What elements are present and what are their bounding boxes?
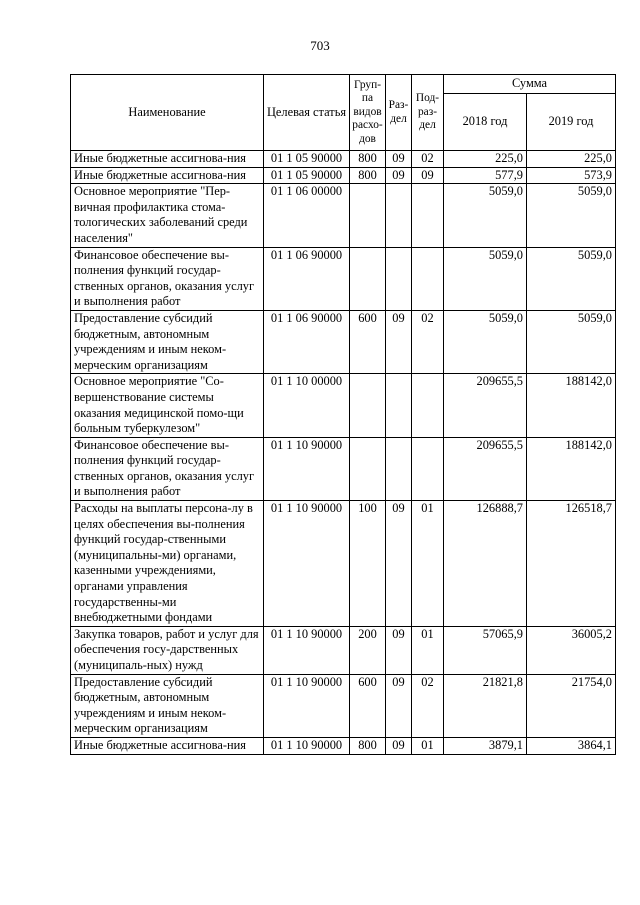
row-name: Основное мероприятие "Со-вершенствование системы оказания медицинской помо-щи больным туберкулезом" bbox=[71, 374, 264, 437]
row-sum-2018: 577,9 bbox=[444, 167, 527, 184]
row-sum-2018: 209655,5 bbox=[444, 374, 527, 437]
row-target-article: 01 1 06 90000 bbox=[264, 247, 350, 310]
budget-table bbox=[70, 74, 616, 755]
row-section bbox=[386, 374, 412, 437]
row-section: 09 bbox=[386, 310, 412, 373]
row-sum-2019: 5059,0 bbox=[527, 184, 616, 247]
row-sum-2018: 126888,7 bbox=[444, 501, 527, 627]
row-name: Предоставление субсидий бюджетным, автономным учреждениям и иным неком-мерческим организациям bbox=[71, 310, 264, 373]
row-section: 09 bbox=[386, 626, 412, 674]
row-sum-2019: 126518,7 bbox=[527, 501, 616, 627]
row-subsection: 01 bbox=[412, 626, 444, 674]
page-number: 703 bbox=[310, 38, 330, 53]
row-section: 09 bbox=[386, 674, 412, 737]
row-subsection: 01 bbox=[412, 737, 444, 754]
header-subsection: Под-раз-дел bbox=[412, 75, 444, 151]
row-subsection bbox=[412, 247, 444, 310]
row-subsection: 02 bbox=[412, 674, 444, 737]
row-expense-group bbox=[350, 184, 386, 247]
row-section bbox=[386, 184, 412, 247]
row-sum-2019: 188142,0 bbox=[527, 374, 616, 437]
row-target-article: 01 1 10 90000 bbox=[264, 737, 350, 754]
header-name: Наименование bbox=[71, 75, 264, 151]
row-name: Закупка товаров, работ и услуг для обеспечения госу-дарственных (муниципаль-ных) нужд bbox=[71, 626, 264, 674]
row-sum-2018: 225,0 bbox=[444, 151, 527, 168]
row-target-article: 01 1 06 90000 bbox=[264, 310, 350, 373]
row-subsection bbox=[412, 437, 444, 500]
row-target-article: 01 1 10 90000 bbox=[264, 437, 350, 500]
header-target-article: Целевая статья bbox=[264, 75, 350, 151]
table-row bbox=[71, 501, 616, 627]
row-subsection bbox=[412, 374, 444, 437]
row-name: Расходы на выплаты персона-лу в целях обеспечения вы-полнения функций государ-ственными (муниципальны-ми) органами, казенными учреждениями, органами управления государственны-ми внебюджетными фондами bbox=[71, 501, 264, 627]
row-target-article: 01 1 10 90000 bbox=[264, 501, 350, 627]
row-subsection: 09 bbox=[412, 167, 444, 184]
table-row bbox=[71, 247, 616, 310]
row-target-article: 01 1 05 90000 bbox=[264, 167, 350, 184]
row-target-article: 01 1 10 00000 bbox=[264, 374, 350, 437]
header-year-2018: 2018 год bbox=[444, 94, 527, 151]
header-year-2019: 2019 год bbox=[527, 94, 616, 151]
row-section: 09 bbox=[386, 501, 412, 627]
row-name: Финансовое обеспечение вы-полнения функций государ-ственных органов, оказания услуг и выполнения работ bbox=[71, 247, 264, 310]
row-sum-2019: 188142,0 bbox=[527, 437, 616, 500]
row-name: Иные бюджетные ассигнова-ния bbox=[71, 151, 264, 168]
row-expense-group: 600 bbox=[350, 674, 386, 737]
row-expense-group: 200 bbox=[350, 626, 386, 674]
row-sum-2019: 225,0 bbox=[527, 151, 616, 168]
row-subsection: 01 bbox=[412, 501, 444, 627]
row-section: 09 bbox=[386, 737, 412, 754]
row-name: Предоставление субсидий бюджетным, автономным учреждениям и иным неком-мерческим организациям bbox=[71, 674, 264, 737]
row-expense-group: 100 bbox=[350, 501, 386, 627]
row-section bbox=[386, 247, 412, 310]
row-section: 09 bbox=[386, 151, 412, 168]
row-sum-2019: 3864,1 bbox=[527, 737, 616, 754]
row-sum-2018: 5059,0 bbox=[444, 184, 527, 247]
row-sum-2019: 573,9 bbox=[527, 167, 616, 184]
row-sum-2019: 5059,0 bbox=[527, 310, 616, 373]
row-sum-2018: 5059,0 bbox=[444, 310, 527, 373]
row-section: 09 bbox=[386, 167, 412, 184]
table-row bbox=[71, 374, 616, 437]
row-sum-2018: 3879,1 bbox=[444, 737, 527, 754]
row-sum-2018: 5059,0 bbox=[444, 247, 527, 310]
table-row bbox=[71, 151, 616, 168]
row-sum-2018: 21821,8 bbox=[444, 674, 527, 737]
row-sum-2018: 209655,5 bbox=[444, 437, 527, 500]
row-subsection bbox=[412, 184, 444, 247]
row-expense-group: 800 bbox=[350, 151, 386, 168]
row-subsection: 02 bbox=[412, 151, 444, 168]
row-expense-group bbox=[350, 247, 386, 310]
row-target-article: 01 1 05 90000 bbox=[264, 151, 350, 168]
table-row bbox=[71, 674, 616, 737]
row-sum-2019: 5059,0 bbox=[527, 247, 616, 310]
header-expense-group: Груп-па видов расхо-дов bbox=[350, 75, 386, 151]
row-expense-group bbox=[350, 437, 386, 500]
row-target-article: 01 1 06 00000 bbox=[264, 184, 350, 247]
row-sum-2019: 21754,0 bbox=[527, 674, 616, 737]
row-section bbox=[386, 437, 412, 500]
table-row bbox=[71, 167, 616, 184]
table-body bbox=[71, 151, 616, 755]
row-name: Иные бюджетные ассигнова-ния bbox=[71, 167, 264, 184]
row-target-article: 01 1 10 90000 bbox=[264, 674, 350, 737]
row-name: Основное мероприятие "Пер-вичная профилактика стома-тологических заболеваний среди населения" bbox=[71, 184, 264, 247]
row-sum-2018: 57065,9 bbox=[444, 626, 527, 674]
row-expense-group: 800 bbox=[350, 737, 386, 754]
row-name: Финансовое обеспечение вы-полнения функций государ-ственных органов, оказания услуг и выполнения работ bbox=[71, 437, 264, 500]
table-row bbox=[71, 737, 616, 754]
row-expense-group: 800 bbox=[350, 167, 386, 184]
row-name: Иные бюджетные ассигнова-ния bbox=[71, 737, 264, 754]
table-row bbox=[71, 437, 616, 500]
row-subsection: 02 bbox=[412, 310, 444, 373]
table-row bbox=[71, 184, 616, 247]
row-target-article: 01 1 10 90000 bbox=[264, 626, 350, 674]
table-row bbox=[71, 626, 616, 674]
row-expense-group: 600 bbox=[350, 310, 386, 373]
row-expense-group bbox=[350, 374, 386, 437]
row-sum-2019: 36005,2 bbox=[527, 626, 616, 674]
table-row bbox=[71, 310, 616, 373]
header-sum: Сумма bbox=[444, 75, 616, 94]
header-section: Раз-дел bbox=[386, 75, 412, 151]
